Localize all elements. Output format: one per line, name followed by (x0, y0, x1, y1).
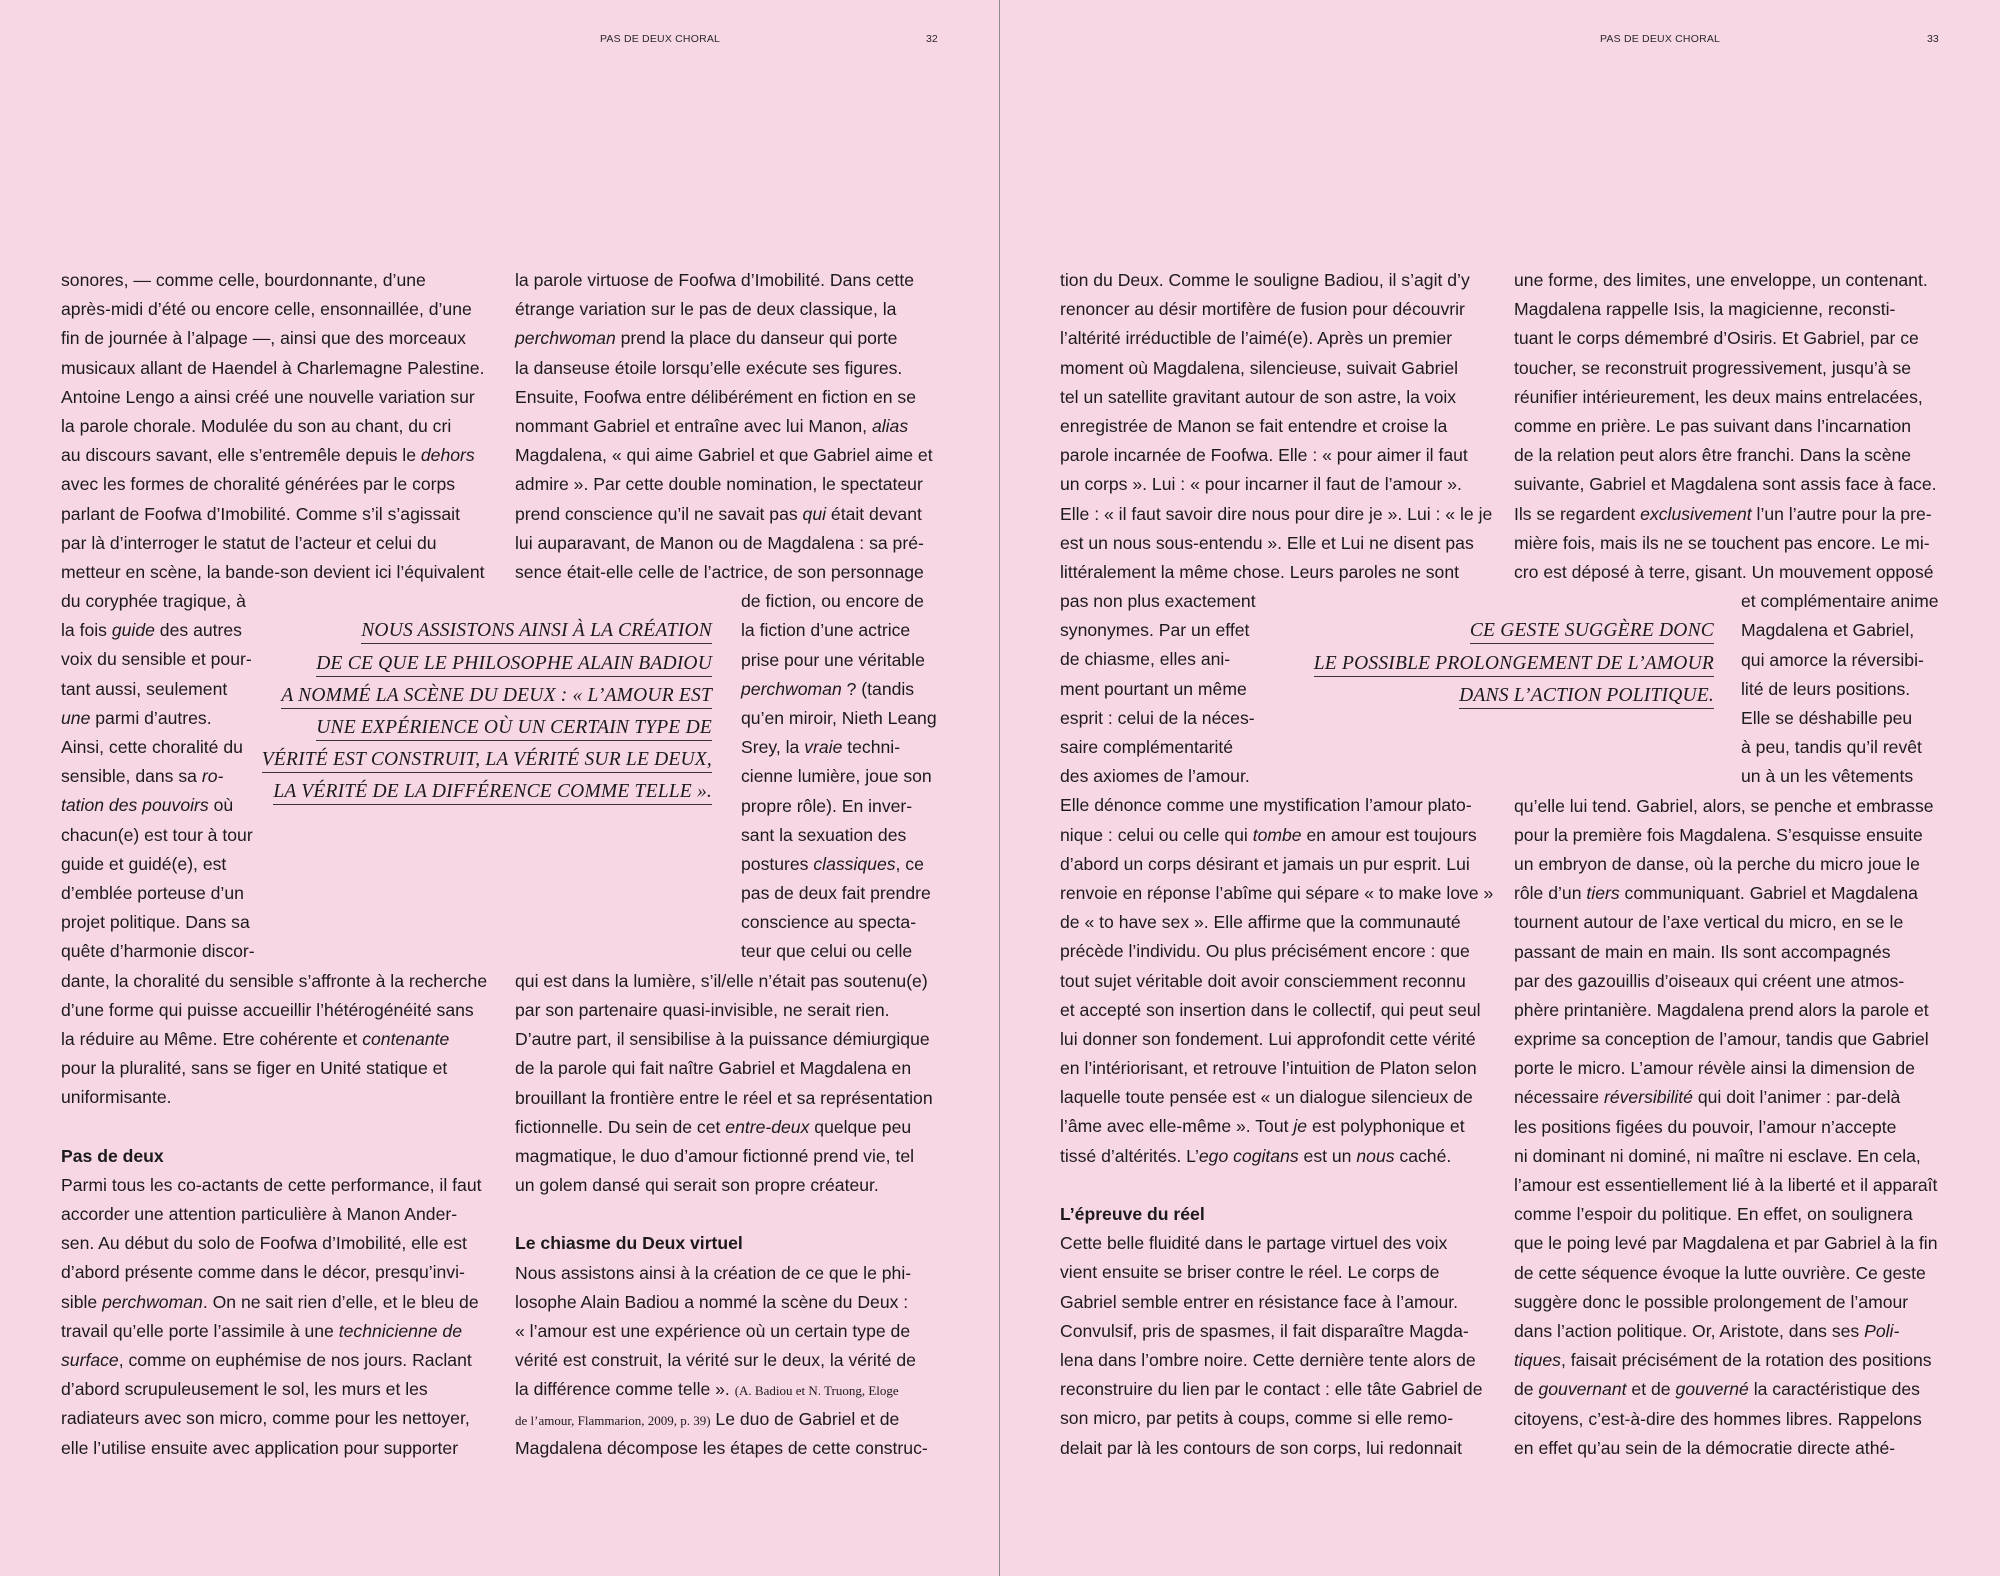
text-line: comme l’espoir du politique. En effet, on soulignera (1514, 1204, 1913, 1225)
text-line: porte le micro. L’amour révèle ainsi la dimension de (1514, 1058, 1915, 1079)
left-running-head: PAS DE DEUX CHORAL (600, 33, 721, 45)
text-line: avec les formes de choralité générées par le corps (61, 474, 456, 495)
text-line: la réduire au Même. Etre cohérente et contenante (61, 1028, 450, 1049)
text-line: et accepté son insertion dans le collectif, qui peut seul (1060, 999, 1481, 1020)
text-line: Magdalena et Gabriel, (1741, 620, 1915, 641)
text-line: pour la première fois Magdalena. S’esquisse ensuite (1514, 824, 1923, 845)
right-col2-top (1514, 266, 1937, 587)
text-line: elle l’utilise ensuite avec application pour supporter (61, 1437, 459, 1458)
text-line: losophe Alain Badiou a nommé la scène du Deux : (515, 1291, 909, 1312)
text-line: un à un les vêtements (1741, 766, 1914, 787)
right-page-number: 33 (1927, 33, 1939, 45)
text-line: tel un satellite gravitant autour de son astre, la voix (1060, 386, 1457, 407)
text-line: Elle dénonce comme une mystification l’amour plato- (1060, 795, 1472, 816)
text-line: moment où Magdalena, silencieuse, suivait Gabriel (1060, 357, 1459, 378)
text-line: uniformisante. (61, 1087, 172, 1108)
text-line: sence était-elle celle de l’actrice, de son personnage (515, 561, 924, 582)
text-line: vient ensuite se briser contre le réel. Le corps de (1060, 1262, 1440, 1283)
pull-quote-line: LA VÉRITÉ DE LA DIFFÉRENCE COMME TELLE ». (273, 779, 712, 805)
text-line: de chiasme, elles ani- (1060, 649, 1231, 670)
text-line: tout sujet véritable doit avoir consciemment reconnu (1060, 970, 1466, 991)
text-line: tissé d’altérités. L’ego cogitans est un nous caché. (1060, 1145, 1452, 1166)
text-line: perchwoman ? (tandis (741, 678, 915, 699)
text-line: d’abord présente comme dans le décor, presqu’invi- (61, 1262, 465, 1283)
text-line: la danseuse étoile lorsqu’elle exécute ses figures. (515, 357, 903, 378)
text-line: exprime sa conception de l’amour, tandis que Gabriel (1514, 1029, 1929, 1050)
text-line: au discours savant, elle s’entremêle depuis le dehors (61, 445, 475, 466)
text-line: la fiction d’une actrice (741, 620, 911, 641)
text-line: projet politique. Dans sa (61, 912, 250, 933)
text-line: renoncer au désir mortifère de fusion pour découvrir (1060, 299, 1465, 320)
text-line: des axiomes de l’amour. (1060, 766, 1250, 787)
text-line: d’une forme qui puisse accueillir l’hétérogénéité sans (61, 999, 474, 1020)
text-line: qu’elle lui tend. Gabriel, alors, se penche et embrasse (1514, 795, 1934, 816)
left-pull-quote-lines (262, 616, 712, 809)
text-line: qui est dans la lumière, s’il/elle n’était pas soutenu(e) (515, 970, 928, 991)
left-column-1 (61, 266, 487, 1463)
text-line: mière fois, mais ils ne se touchent pas encore. Le mi- (1514, 532, 1930, 553)
text-line: du coryphée tragique, à (61, 591, 246, 612)
right-column-1 (1060, 266, 1493, 1463)
text-line: les positions figées du pouvoir, l’amour n’accepte (1514, 1116, 1897, 1137)
text-line: tuant le corps démembré d’Osiris. Et Gabriel, par ce (1514, 328, 1919, 349)
pull-quote-line: VÉRITÉ EST CONSTRUIT, LA VÉRITÉ SUR LE DEUX, (262, 747, 712, 773)
left-col1-top (61, 266, 487, 587)
text-line: Elle : « il faut savoir dire nous pour dire je ». Lui : « le je (1060, 503, 1493, 524)
text-line: reconstruire du lien par le contact : elle tâte Gabriel de (1060, 1379, 1483, 1400)
left-column-2-narrow (741, 587, 937, 966)
bibliographic-reference-end: de l’amour, Flammarion, 2009, p. 39) (515, 1412, 711, 1428)
text-line: à peu, tandis qu’il revêt (1741, 737, 1922, 758)
right-column-2-narrow (1741, 587, 1939, 791)
text-line: perchwoman prend la place du danseur qui porte (515, 328, 898, 349)
right-column-2-bottom (1514, 792, 1938, 1463)
text-line: et complémentaire anime (1741, 591, 1939, 612)
text-line: tiques, faisait précisément de la rotation des positions (1514, 1350, 1932, 1371)
text-line: par son partenaire quasi-invisible, ne serait rien. (515, 999, 890, 1020)
text-line: la parole virtuose de Foofwa d’Imobilité. Dans cette (515, 270, 914, 290)
text-line: metteur en scène, la bande-son devient ici l’équivalent (61, 561, 485, 582)
pull-quote-line: DE CE QUE LE PHILOSOPHE ALAIN BADIOU (316, 651, 712, 677)
text-line: ment pourtant un même (1060, 678, 1247, 699)
text-line: de fiction, ou encore de (741, 591, 924, 612)
text-line: surface, comme on euphémise de nos jours. Raclant (61, 1349, 472, 1370)
text-line: sonores, — comme celle, bourdonnante, d’une (61, 270, 426, 290)
left-col2-narrow (741, 587, 937, 966)
text-line: la fois guide des autres (61, 620, 242, 641)
text-line: esprit : celui de la néces- (1060, 707, 1255, 728)
right-pull-quote (1314, 616, 1714, 713)
text-line: voix du sensible et pour- (61, 649, 252, 670)
text-line: lité de leurs positions. (1741, 678, 1911, 699)
pull-quote-line: DANS L’ACTION POLITIQUE. (1459, 683, 1714, 709)
left-col1-bottom (61, 967, 487, 1113)
text-line: Nous assistons ainsi à la création de ce que le phi- (515, 1262, 912, 1283)
text-line: par des gazouillis d’oiseaux qui créent une atmos- (1514, 970, 1905, 991)
text-line: rôle d’un tiers communiquant. Gabriel et Magdalena (1514, 883, 1918, 904)
text-line: un embryon de danse, où la perche du micro joue le (1514, 853, 1920, 874)
text-line: sensible, dans sa ro- (61, 766, 224, 787)
text-line: Srey, la vraie techni- (741, 737, 901, 758)
text-line: postures classiques, ce (741, 853, 924, 874)
text-line: Antoine Lengo a ainsi créé une nouvelle variation sur (61, 386, 475, 407)
text-line: travail qu’elle porte l’assimile à une technicienne de (61, 1320, 462, 1341)
right-pull-quote-lines (1314, 616, 1714, 713)
section-heading-epreuve: L’épreuve du réel (1060, 1204, 1205, 1224)
text-line: de « to have sex ». Elle affirme que la communauté (1060, 912, 1461, 933)
text-line: vérité est construit, la vérité sur le deux, la vérité de (515, 1350, 916, 1371)
text-line: musicaux allant de Haendel à Charlemagne Palestine. (61, 357, 485, 378)
left-column-2-bottom (515, 967, 933, 1463)
text-line: de cette séquence évoque la lutte ouvrière. Ce geste (1514, 1262, 1926, 1283)
text-line: Ils se regardent exclusivement l’un l’autre pour la pre- (1514, 503, 1932, 524)
text-line: nécessaire réversibilité qui doit l’animer : par-delà (1514, 1087, 1901, 1108)
text-line: Elle se déshabille peu (1741, 707, 1913, 728)
text-line: fin de journée à l’alpage —, ainsi que des morceaux (61, 328, 466, 349)
text-line: parole incarnée de Foofwa. Elle : « pour aimer il faut (1060, 445, 1468, 466)
pull-quote-line: LE POSSIBLE PROLONGEMENT DE L’AMOUR (1314, 651, 1714, 677)
text-line: brouillant la frontière entre le réel et sa représentation (515, 1087, 933, 1108)
text-line: propre rôle). En inver- (741, 795, 913, 816)
text-line: parlant de Foofwa d’Imobilité. Comme s’il s’agissait (61, 503, 460, 524)
text-line: tant aussi, seulement (61, 678, 228, 699)
right-col1-bottom (1060, 791, 1493, 1170)
text-line: suivante, Gabriel et Magdalena sont assis face à face. (1514, 474, 1937, 495)
text-line: prend conscience qu’il ne savait pas qui était devant (515, 503, 922, 524)
text-line: citoyens, c’est-à-dire des hommes libres. Rappelons (1514, 1408, 1922, 1429)
text-line: Gabriel semble entrer en résistance face à l’amour. (1060, 1291, 1459, 1312)
text-line: une forme, des limites, une enveloppe, un contenant. (1514, 270, 1928, 290)
text-line: de la relation peut alors être franchi. Dans la scène (1514, 445, 1912, 466)
text-line: passant de main en main. Ils sont accompagnés (1514, 941, 1891, 962)
text-line: d’abord scrupuleusement le sol, les murs et les (61, 1379, 428, 1400)
text-line: phère printanière. Magdalena prend alors la parole et (1514, 999, 1929, 1020)
text-line: tournent autour de l’axe vertical du micro, en se le (1514, 912, 1904, 933)
text-line: delait par là les contours de son corps, lui redonnait (1060, 1437, 1462, 1458)
text-line: dante, la choralité du sensible s’affronte à la recherche (61, 970, 488, 991)
text-line: de la parole qui fait naître Gabriel et Magdalena en (515, 1058, 912, 1079)
text-line: admire ». Par cette double nomination, le spectateur (515, 474, 923, 495)
right-col2-bottom (1514, 792, 1938, 1463)
text-line: nique : celui ou celle qui tombe en amour est toujours (1060, 824, 1477, 845)
text-line: littéralement la même chose. Leurs paroles ne sont (1060, 561, 1459, 582)
text-line: la parole chorale. Modulée du son au chant, du cri (61, 415, 452, 436)
text-line: accorder une attention particulière à Manon Ander- (61, 1204, 458, 1224)
right-running-head: PAS DE DEUX CHORAL (1600, 33, 1721, 45)
text-line: pour la pluralité, sans se figer en Unité statique et (61, 1058, 448, 1079)
spine-divider (999, 0, 1000, 1576)
text-line: sible perchwoman. On ne sait rien d’elle, et le bleu de (61, 1291, 479, 1312)
bibliographic-reference: (A. Badiou et N. Truong, Eloge (734, 1383, 899, 1399)
text-line: par là d’interroger le statut de l’acteur et celui du (61, 532, 437, 553)
text-line: toucher, se reconstruit progressivement, jusqu’à se (1514, 357, 1912, 378)
text-line: comme en prière. Le pas suivant dans l’incarnation (1514, 415, 1912, 436)
text-line: que le poing levé par Magdalena et par Gabriel à la fin (1514, 1233, 1938, 1254)
text-line: guide et guidé(e), est (61, 853, 227, 874)
text-line: cro est déposé à terre, gisant. Un mouvement opposé (1514, 561, 1934, 582)
right-col1-section (1060, 1229, 1493, 1463)
text-line: un golem dansé qui serait son propre créateur. (515, 1175, 879, 1196)
text-line: lui auparavant, de Manon ou de Magdalena : sa pré- (515, 532, 924, 553)
pull-quote-line: NOUS ASSISTONS AINSI À LA CRÉATION (361, 618, 712, 644)
text-line: D’autre part, il sensibilise à la puissance démiurgique (515, 1029, 930, 1050)
left-page-number: 32 (926, 33, 938, 45)
text-line: Parmi tous les co-actants de cette performance, il faut (61, 1174, 482, 1195)
text-line: dans l’action politique. Or, Aristote, dans ses Poli- (1514, 1320, 1900, 1341)
text-line: radiateurs avec son micro, comme pour les nettoyer, (61, 1408, 470, 1429)
right-col1-top (1060, 266, 1493, 587)
text-line: l’amour est essentiellement lié à la liberté et il apparaît (1514, 1175, 1938, 1196)
section-heading-pas-de-deux: Pas de deux (61, 1145, 164, 1166)
text-line: ni dominant ni dominé, ni maître ni esclave. En cela, (1514, 1145, 1921, 1166)
text-line: synonymes. Par un effet (1060, 620, 1250, 641)
right-column-2-top (1514, 266, 1937, 587)
text-line-with-reference: de l’amour, Flammarion, 2009, p. 39) Le duo de Gabriel et de (515, 1408, 900, 1429)
left-column-2-top (515, 266, 933, 587)
text-line: sen. Au début du solo de Foofwa d’Imobilité, elle est (61, 1233, 467, 1254)
text-line: prise pour une véritable (741, 649, 925, 670)
text-line: l’âme avec elle-même ». Tout je est polyphonique et (1060, 1116, 1465, 1137)
text-line: qui amorce la réversibi- (1741, 649, 1924, 670)
text-line: en l’intériorisant, et retrouve l’intuition de Platon selon (1060, 1058, 1477, 1079)
text-line: fictionnelle. Du sein de cet entre-deux quelque peu (515, 1116, 912, 1137)
text-line: un corps ». Lui : « pour incarner il faut de l’amour ». (1060, 474, 1462, 495)
left-col2-bottom (515, 967, 933, 1201)
text-line: Convulsif, pris de spasmes, il fait disparaître Magda- (1060, 1320, 1469, 1341)
text-line: de gouvernant et de gouverné la caractéristique des (1514, 1379, 1920, 1400)
text-line: étrange variation sur le pas de deux classique, la (515, 299, 897, 320)
text-line: Magdalena rappelle Isis, la magicienne, reconsti- (1514, 299, 1896, 320)
text-line: cienne lumière, joue son (741, 766, 932, 787)
text-line: pas de deux fait prendre (741, 883, 931, 904)
text-line: réunifier intérieurement, les deux mains entrelacées, (1514, 386, 1923, 407)
text-line: suggère donc le possible prolongement de l’amour (1514, 1291, 1909, 1312)
text-line: après-midi d’été ou encore celle, ensonnaillée, d’une (61, 299, 472, 320)
text-line: une parmi d’autres. (61, 707, 212, 728)
text-line: lui donner son fondement. Lui approfondit cette vérité (1060, 1028, 1476, 1049)
text-line: Cette belle fluidité dans le partage virtuel des voix (1060, 1233, 1448, 1254)
text-line: laquelle toute pensée est « un dialogue silencieux de (1060, 1087, 1473, 1108)
text-line: renvoie en réponse l’abîme qui sépare « to make love » (1060, 882, 1494, 903)
text-line: d’abord un corps désirant et jamais un pur esprit. Lui (1060, 853, 1470, 874)
text-line: pas non plus exactement (1060, 591, 1256, 612)
text-line-with-reference: la différence comme telle ». (A. Badiou et N. Truong, Eloge (515, 1379, 899, 1400)
left-col1-section (61, 1171, 487, 1463)
left-col2-top (515, 266, 933, 587)
text-line: tation des pouvoirs où (61, 795, 234, 816)
text-line: quête d’harmonie discor- (61, 941, 255, 962)
text-line: qu’en miroir, Nieth Leang (741, 707, 937, 728)
text-line: « l’amour est une expérience où un certain type de (515, 1321, 911, 1342)
pull-quote-line: A NOMMÉ LA SCÈNE DU DEUX : « L’AMOUR EST (281, 683, 712, 709)
section-heading-chiasme: Le chiasme du Deux virtuel (515, 1233, 743, 1254)
text-line: conscience au specta- (741, 912, 917, 933)
text-line: Ensuite, Foofwa entre délibérément en fiction en se (515, 386, 916, 407)
pull-quote-line: CE GESTE SUGGÈRE DONC (1470, 618, 1714, 644)
text-line: d’emblée porteuse d’un (61, 882, 244, 903)
text-line: magmatique, le duo d’amour fictionné prend vie, tel (515, 1145, 915, 1166)
text-line: teur que celui ou celle (741, 941, 913, 962)
text-line: lena dans l’ombre noire. Cette dernière tente alors de (1060, 1349, 1476, 1370)
text-line: l’altérité irréductible de l’aimé(e). Après un premier (1060, 328, 1453, 349)
text-line: Magdalena décompose les étapes de cette construc- (515, 1437, 928, 1458)
text-line: en effet qu’au sein de la démocratie directe athé- (1514, 1437, 1896, 1458)
text-line: son micro, par petits à coups, comme si elle remo- (1060, 1408, 1454, 1429)
left-pull-quote (262, 616, 712, 809)
text-line: chacun(e) est tour à tour (61, 824, 253, 845)
text-line: tion du Deux. Comme le souligne Badiou, il s’agit d’y (1060, 270, 1470, 290)
text-line: est un nous sous-entendu ». Elle et Lui ne disent pas (1060, 532, 1474, 553)
right-col2-narrow (1741, 587, 1939, 791)
text-line: nommant Gabriel et entraîne avec lui Manon, alias (515, 415, 909, 436)
text-line: sant la sexuation des (741, 824, 907, 845)
text-line: saire complémentarité (1060, 737, 1234, 757)
text-line: Ainsi, cette choralité du (61, 737, 243, 757)
pull-quote-line: UNE EXPÉRIENCE OÙ UN CERTAIN TYPE DE (316, 715, 712, 741)
text-line: enregistrée de Manon se fait entendre et croise la (1060, 415, 1448, 436)
text-line: Magdalena, « qui aime Gabriel et que Gabriel aime et (515, 445, 933, 466)
text-line: précède l’individu. Ou plus précisément encore : que (1060, 941, 1470, 962)
